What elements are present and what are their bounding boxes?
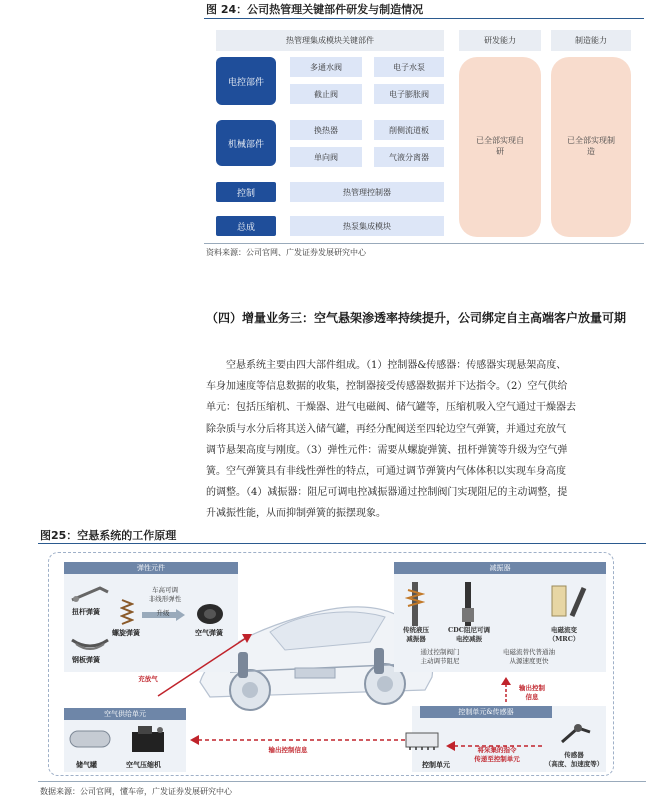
section-title: （四）增量业务三：空气悬架渗透率持续提升，公司绑定自主高端客户放量可期 <box>206 311 627 325</box>
mfg-status: 已全部实现制造 <box>551 57 631 237</box>
category-electronic: 电控部件 <box>216 57 276 105</box>
damper-b-label: CDC阻尼可调 电控减振 <box>448 626 490 643</box>
damper-panel-header: 减振器 <box>394 562 606 574</box>
mrc-damper-icon <box>548 582 588 622</box>
supply-panel-header: 空气供给单元 <box>64 708 186 720</box>
paragraph-line: 车身加速度等信息数据的收集，控制器接受传感器数据并下达指令。（2）空气供给 <box>206 381 568 393</box>
header-rd-capability: 研发能力 <box>459 30 541 51</box>
air-spring-icon <box>195 602 225 626</box>
air-spring-label: 空气弹簧 <box>195 628 223 637</box>
damper-a-label: 传统液压 减振器 <box>403 626 429 643</box>
figure-25-source: 数据来源：公司官网，懂车帝，广发证券发展研究中心 <box>40 787 232 796</box>
figure-25-title: 图25：空悬系统的工作原理 <box>40 529 177 542</box>
cdc-damper-icon <box>458 580 478 628</box>
item-shutoff-valve: 截止阀 <box>290 84 362 104</box>
item-heat-exchanger: 换热器 <box>290 120 362 140</box>
category-control: 控制 <box>216 182 276 202</box>
collect-label: 将采集的指令 传递至控制单元 <box>474 746 520 763</box>
damper-c-label: 电磁流变 （MRC） <box>548 626 580 643</box>
paragraph-line: 空悬系统主要由四大部件组成。（1）控制器&传感器：传感器实现悬架高度、 <box>226 360 567 371</box>
upgrade-label: 升级 <box>156 609 170 617</box>
paragraph-line: 簧。空气弹簧具有非线性弹性的特点，可通过调节弹簧内气体体积以实现车身高度 <box>206 466 566 478</box>
compressor-label: 空气压缩机 <box>126 760 161 769</box>
item-module: 热泵集成模块 <box>290 216 444 236</box>
item-electronic-pump: 电子水泵 <box>374 57 444 77</box>
damper-note-b: 通过控制阀门 主动调节阻尼 <box>420 648 460 665</box>
coil-spring-label: 螺旋弹簧 <box>112 628 140 637</box>
inflate-label: 充放气 <box>138 675 158 683</box>
signal-arrow-left-icon <box>188 734 408 746</box>
rd-status: 已全部实现自研 <box>459 57 541 237</box>
figure-25-top-rule <box>38 543 646 544</box>
output-signal-label-2: 输出控制 信息 <box>519 684 545 701</box>
figure-25-bottom-rule <box>38 781 646 782</box>
category-mechanical: 机械部件 <box>216 120 276 166</box>
section-paragraph <box>206 355 644 525</box>
item-cooling-plate: 削侧流道板 <box>374 120 444 140</box>
leaf-spring-label: 钢板弹簧 <box>72 655 100 664</box>
item-multiway-valve: 多通水阀 <box>290 57 362 77</box>
item-separator: 气液分离器 <box>374 147 444 167</box>
torsion-spring-icon <box>70 582 110 606</box>
item-check-valve: 单向阀 <box>290 147 362 167</box>
inflate-arrow-icon <box>150 630 260 700</box>
paragraph-line: 调节悬架高度与刚度。（3）弹性元件：需要从螺旋弹簧、扭杆弹簧等升级为空气弹 <box>206 444 568 456</box>
leaf-spring-icon <box>70 632 110 654</box>
damper-note-c: 电磁流替代普通油 从源速度更快 <box>503 648 555 665</box>
header-mfg-capability: 制造能力 <box>551 30 631 51</box>
figure-24-source: 资料来源：公司官网、广发证券发展研究中心 <box>206 248 366 257</box>
compressor-icon <box>128 724 168 756</box>
tank-icon <box>68 728 112 750</box>
item-controller: 热管理控制器 <box>290 182 444 202</box>
signal-arrow-up-icon <box>500 676 512 704</box>
upgrade-note: 车高可调 非线形弹性 <box>148 586 182 603</box>
figure-24-bottom-rule <box>204 243 644 244</box>
tank-label: 储气罐 <box>76 760 97 769</box>
hydraulic-damper-icon <box>405 580 425 628</box>
torsion-spring-label: 扭杆弹簧 <box>72 607 100 616</box>
paragraph-line: 除杂质与水分后将其送入储气罐，再经分配阀送至四轮边空气弹簧，并通过充放气 <box>206 423 566 435</box>
output-signal-label: 输出控制信息 <box>268 746 308 754</box>
elastic-panel-header: 弹性元件 <box>64 562 238 574</box>
coil-spring-icon <box>120 598 134 628</box>
control-panel-header: 控制单元&传感器 <box>420 706 552 718</box>
category-assembly: 总成 <box>216 216 276 236</box>
control-unit-icon <box>402 730 442 750</box>
sensor-icon <box>558 722 594 748</box>
paragraph-line: 升减振性能，从而抑制弹簧的振摆现象。 <box>206 508 386 520</box>
paragraph-line: 单元：包括压缩机、干燥器、进气电磁阀、储气罐等，压缩机吸入空气通过干燥器去 <box>206 402 576 414</box>
paragraph-line: 的调整。（4）减振器：阻尼可调电控减振器通过控制阀门实现阻尼的主动调整，提 <box>206 487 568 499</box>
item-expansion-valve: 电子膨胀阀 <box>374 84 444 104</box>
sensor-label: 传感器 （高度、加速度等） <box>544 751 604 768</box>
figure-24-top-rule <box>204 18 644 19</box>
control-unit-label: 控制单元 <box>422 760 450 769</box>
figure-24-title: 图 24：公司热管理关键部件研发与制造情况 <box>206 3 424 16</box>
header-key-components: 热管理集成模块关键部件 <box>216 30 444 51</box>
